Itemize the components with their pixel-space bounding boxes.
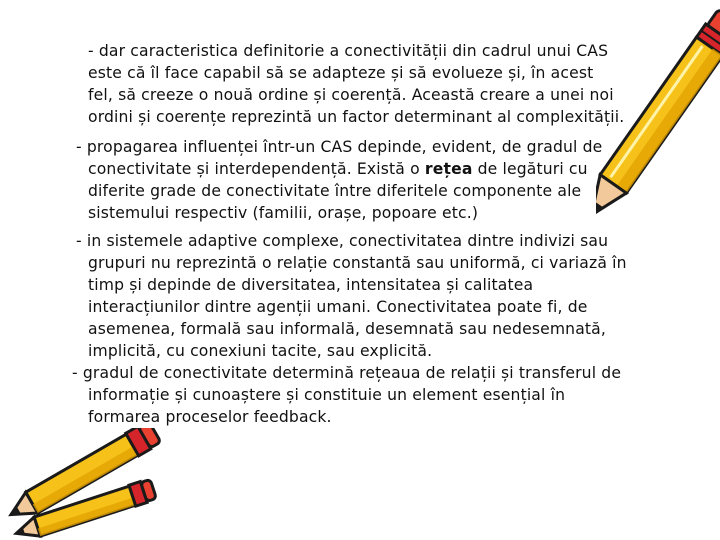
paragraph-1-line-1: - dar caracteristica definitorie a conectivității din cadrul unui CAS xyxy=(88,42,609,60)
paragraph-3-line-3: timp și depinde de diversitatea, intensitatea și calitatea xyxy=(88,276,534,294)
text-span: de legături cu xyxy=(472,160,588,178)
paragraph-4-line-2: informație și cunoaștere și constituie un element esențial în xyxy=(88,386,566,404)
paragraph-1-line-4: ordini și coerențe reprezintă un factor determinant al complexității. xyxy=(88,108,625,126)
paragraph-3-line-1: - in sistemele adaptive complexe, conectivitatea dintre indivizi sau xyxy=(76,232,609,250)
paragraph-3-line-5: asemenea, formală sau informală, desemnată sau nedesemnată, xyxy=(88,320,606,338)
paragraph-2-line-4: sistemului respectiv (familii, orașe, popoare etc.) xyxy=(88,204,479,222)
paragraph-4-line-3: formarea proceselor feedback. xyxy=(88,408,332,426)
text-span: conectivitate și interdependență. Există o xyxy=(88,160,425,178)
paragraph-2-line-2 xyxy=(88,158,588,180)
paragraph-1-line-2: este că îl face capabil să se adapteze și să evolueze și, în acest xyxy=(88,64,594,82)
paragraph-3-line-2: grupuri nu reprezintă o relație constantă sau uniformă, ci variază în xyxy=(88,254,627,272)
paragraph-4-line-1: - gradul de conectivitate determină rețeaua de relații și transferul de xyxy=(72,364,622,382)
paragraph-2-line-3: diferite grade de conectivitate între diferitele componente ale xyxy=(88,182,582,200)
paragraph-3-line-6: implicită, cu conexiuni tacite, sau explicită. xyxy=(88,342,433,360)
paragraph-3-line-4: interacțiunilor dintre agenții umani. Conectivitatea poate fi, de xyxy=(88,298,588,316)
paragraph-1-line-3: fel, să creeze o nouă ordine și coerență. Această creare a unei noi xyxy=(88,86,614,104)
keyword-retea: rețea xyxy=(424,160,473,178)
pencils-icon xyxy=(0,428,176,540)
paragraph-2-line-1: - propagarea influenței într-un CAS depinde, evident, de gradul de xyxy=(76,138,603,156)
